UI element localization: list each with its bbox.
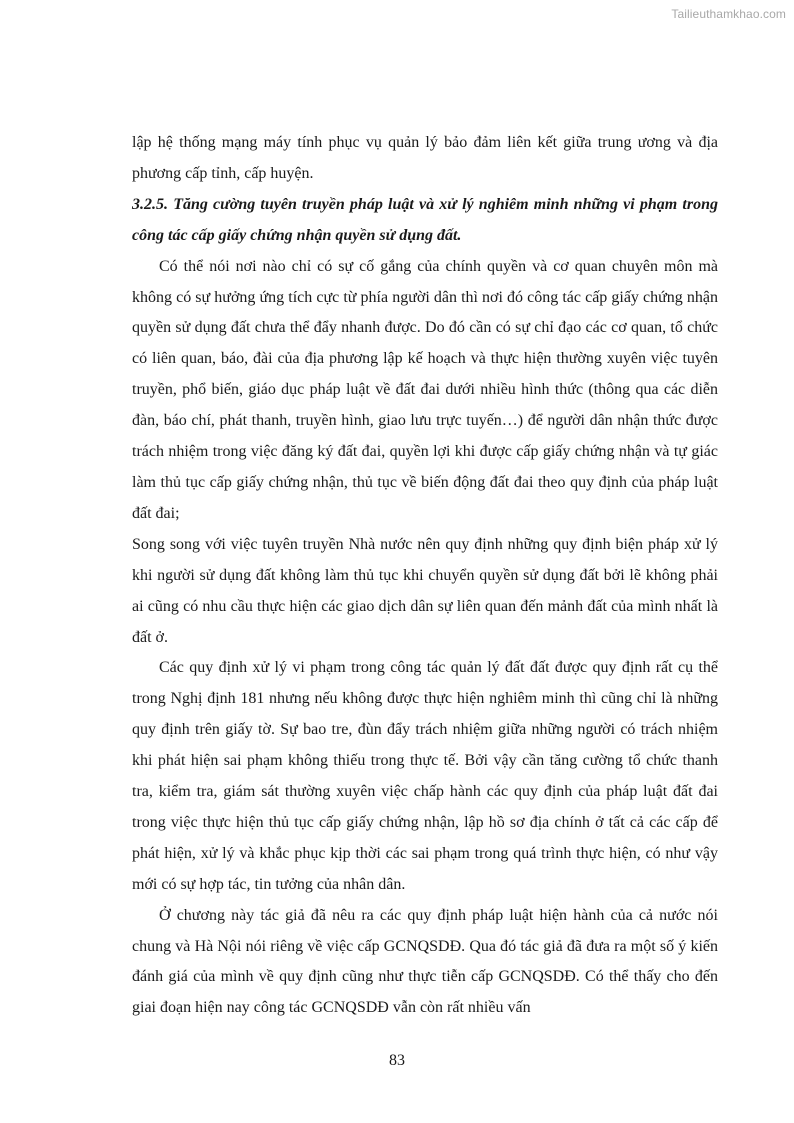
page-body — [132, 128, 718, 1024]
watermark: Tailieuthamkhao.com — [671, 7, 786, 21]
paragraph-parallel: Song song với việc tuyên truyền Nhà nước nên quy định những quy định biện pháp xử lý khi người sử dụng đất không làm thủ tục khi chuyển quyền sử dụng đất bởi lẽ không phải ai cũng có nhu cầu thực hiện các giao dịch dân sự liên quan đến mảnh đất của mình nhất là đất ở. — [132, 535, 718, 646]
paragraph-violations: Các quy định xử lý vi phạm trong công tác quản lý đất đất được quy định rất cụ thể trong Nghị định 181 nhưng nếu không được thực hiện nghiêm minh thì cũng chỉ là những quy định trên giấy tờ. Sự bao tre, đùn đẩy trách nhiệm giữa những người có trách nhiệm khi phát hiện sai phạm không thiếu trong thực tế. Bởi vậy cần tăng cường tổ chức thanh tra, kiểm tra, giám sát thường xuyên việc chấp hành các quy định của pháp luật đất đai trong việc thực hiện thủ tục cấp giấy chứng nhận, lập hồ sơ địa chính ở tất cả các cấp để phát hiện, xử lý và khắc phục kịp thời các sai phạm trong quá trình thực hiện, có như vậy mới có sự hợp tác, tin tưởng của nhân dân. — [132, 659, 718, 893]
paragraph-continued: lập hệ thống mạng máy tính phục vụ quản lý bảo đảm liên kết giữa trung ương và địa phương cấp tỉnh, cấp huyện. — [132, 134, 718, 182]
section-heading: 3.2.5. Tăng cường tuyên truyền pháp luật và xử lý nghiêm minh những vi phạm trong công tác cấp giấy chứng nhận quyền sử dụng đất. — [132, 195, 718, 244]
page-number: 83 — [389, 1052, 405, 1069]
paragraph-chapter-summary: Ở chương này tác giả đã nêu ra các quy định pháp luật hiện hành của cả nước nói chung và Hà Nội nói riêng về việc cấp GCNQSDĐ. Qua đó tác giả đã đưa ra một số ý kiến đánh giá của mình về quy định cũng như thực tiễn cấp GCNQSDĐ. Có thể thấy cho đến giai đoạn hiện nay công tác GCNQSDĐ vẫn còn rất nhiều vấn — [132, 906, 718, 1017]
paragraph-awareness: Có thể nói nơi nào chỉ có sự cố gắng của chính quyền và cơ quan chuyên môn mà không có sự hưởng ứng tích cực từ phía người dân thì nơi đó công tác cấp giấy chứng nhận quyền sử dụng đất chưa thể đẩy nhanh được. Do đó cần có sự chỉ đạo các cơ quan, tổ chức có liên quan, báo, đài của địa phương lập kế hoạch và thực hiện thường xuyên việc tuyên truyền, phổ biến, giáo dục pháp luật về đất đai dưới nhiều hình thức (thông qua các diễn đàn, báo chí, phát thanh, truyền hình, giao lưu trực tuyến…) để người dân nhận thức được trách nhiệm trong việc đăng ký đất đai, quyền lợi khi được cấp giấy chứng nhận và tự giác làm thủ tục cấp giấy chứng nhận, thủ tục về biến động đất đai theo quy định của pháp luật đất đai; — [132, 257, 718, 522]
